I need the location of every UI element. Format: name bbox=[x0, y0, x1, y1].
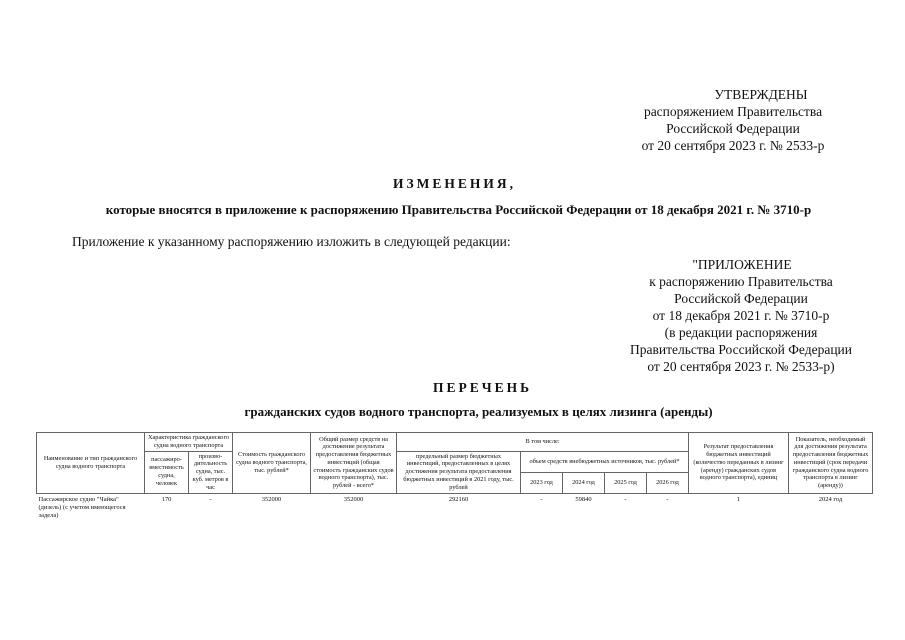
annex-line: от 18 декабря 2021 г. № 3710-р bbox=[652, 308, 830, 323]
approval-line: распоряжением Правительства bbox=[643, 104, 823, 119]
annex-line: от 20 сентября 2023 г. № 2533-р) bbox=[647, 359, 835, 374]
header-year-2025: 2025 год bbox=[605, 472, 647, 493]
header-budget-max: предельный размер бюджетных инвестиций, предоставленных в целях достижения результата предоставления бюджетных инвестиций в 2021 году, тыс. рублей bbox=[397, 451, 521, 493]
header-characteristics: Характеристика гражданского судна водного транспорта bbox=[145, 433, 233, 452]
annex-line: Правительства Российской Федерации bbox=[630, 342, 852, 357]
cell-capacity: 170 bbox=[161, 495, 172, 503]
cell-name: Пассажирское судно "Чайка" (дизель) (с учетом имеющегося задела) bbox=[38, 495, 126, 519]
header-capacity: пассажиро-вместимость судна, человек bbox=[145, 451, 189, 493]
header-cost: Стоимость гражданского судна водного транспорта, тыс. рублей* bbox=[233, 433, 311, 494]
document-title: ИЗМЕНЕНИЯ, bbox=[392, 176, 516, 191]
approval-line: Российской Федерации bbox=[666, 121, 800, 136]
header-year-2024: 2024 год bbox=[563, 472, 605, 493]
annex-block bbox=[610, 256, 872, 375]
annex-line: к распоряжению Правительства bbox=[649, 274, 833, 289]
header-indicator: Показатель, необходимый для достижения результата предоставления бюджетных инвестиций (срок передачи гражданского судна водного транспорта в лизинг (аренду)) bbox=[789, 433, 873, 494]
header-name: Наименование и тип гражданского судна водного транспорта bbox=[37, 433, 145, 494]
cell-cost: 352000 bbox=[261, 495, 282, 503]
cell-year-2026: - bbox=[666, 495, 669, 503]
cell-indicator: 2024 год bbox=[818, 495, 843, 503]
header-extra-budget: объем средств внебюджетных источников, тыс. рублей* bbox=[521, 451, 689, 472]
document-subtitle: которые вносятся в приложение к распоряжению Правительства Российской Федерации от 18 декабря 2021 г. № 3710-р bbox=[105, 202, 812, 217]
cell-total: 352000 bbox=[343, 495, 364, 503]
header-including: В том числе: bbox=[397, 433, 689, 452]
header-year-2026: 2026 год bbox=[647, 472, 689, 493]
header-performance: произво-дительность судна, тыс. куб. метров в час bbox=[189, 451, 233, 493]
cell-performance: - bbox=[209, 495, 212, 503]
header-year-2023: 2023 год bbox=[521, 472, 563, 493]
table-row bbox=[37, 493, 873, 522]
vessels-table bbox=[36, 432, 873, 522]
header-total-funds: Общий размер средств на достижение результата предоставления бюджетных инвестиций (общая стоимость гражданских судов водного транспорта), тыс. рублей - всего* bbox=[311, 433, 397, 494]
header-result: Результат предоставления бюджетных инвестиций (количество переданных в лизинг (аренду) гражданских судов водного транспорта), единиц bbox=[689, 433, 789, 494]
annex-line: Российской Федерации bbox=[674, 291, 808, 306]
cell-result: 1 bbox=[736, 495, 741, 503]
annex-heading: "ПРИЛОЖЕНИЕ bbox=[692, 257, 792, 272]
intro-text: Приложение к указанному распоряжению изложить в следующей редакции: bbox=[72, 234, 511, 249]
cell-year-2024: 59840 bbox=[575, 495, 592, 503]
cell-budget: 292160 bbox=[448, 495, 469, 503]
annex-line: (в редакции распоряжения bbox=[664, 325, 818, 340]
list-title: ПЕРЕЧЕНЬ bbox=[432, 380, 533, 395]
approval-line: от 20 сентября 2023 г. № 2533-р bbox=[641, 138, 825, 153]
approval-heading: УТВЕРЖДЕНЫ bbox=[714, 87, 808, 102]
approval-block bbox=[600, 86, 866, 154]
list-subtitle: гражданских судов водного транспорта, реализуемых в целях лизинга (аренды) bbox=[244, 404, 713, 419]
cell-year-2025: - bbox=[624, 495, 627, 503]
cell-year-2023: - bbox=[540, 495, 543, 503]
